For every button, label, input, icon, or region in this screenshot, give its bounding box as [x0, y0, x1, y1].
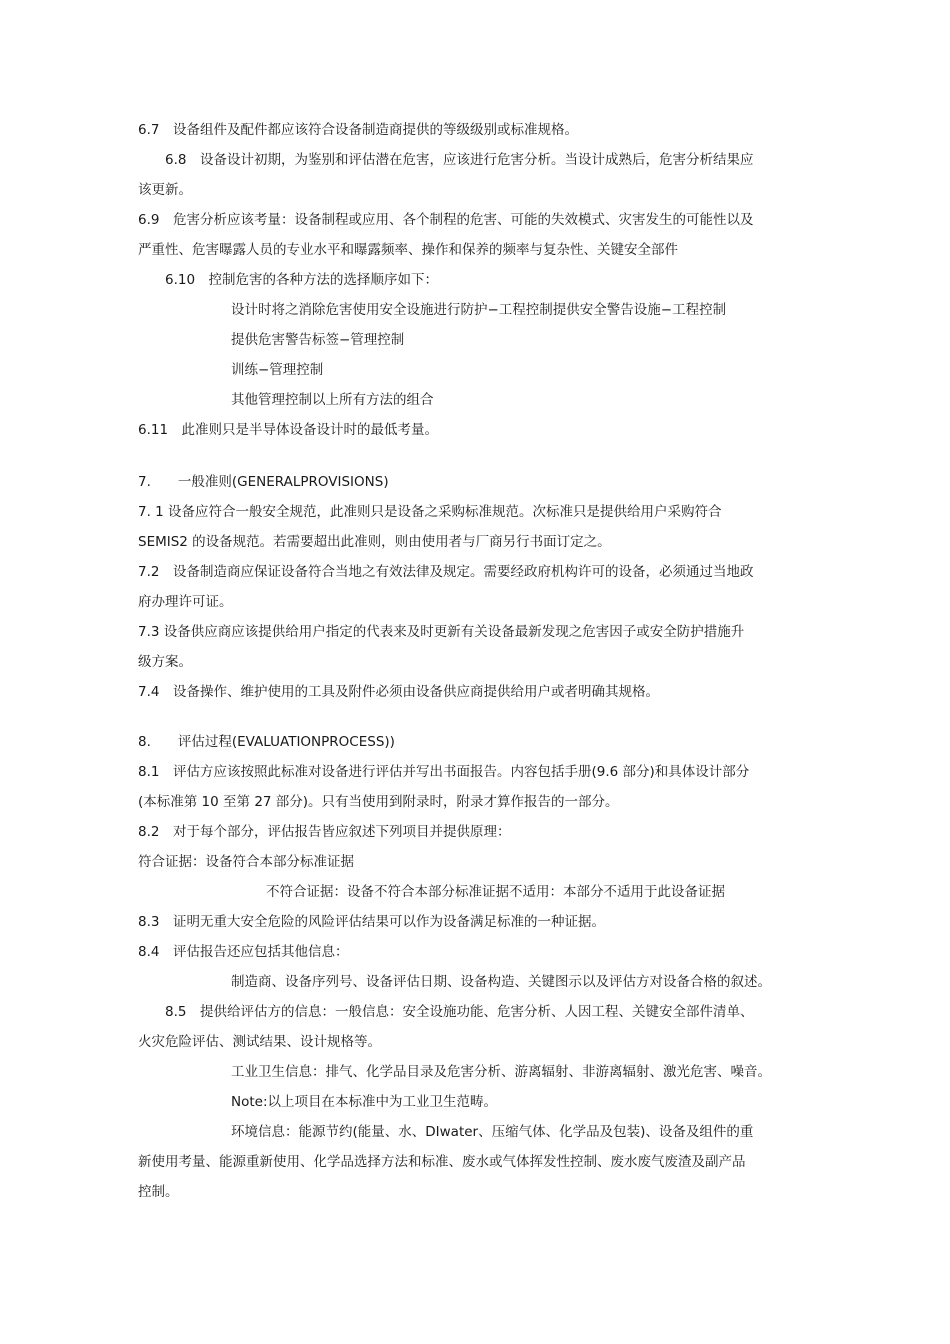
- method-item-1: 设计时将之消除危害使用安全设施进行防护−工程控制提供安全警告设施−工程控制: [231, 302, 727, 318]
- clause-6-8-cont: 该更新。: [138, 182, 192, 198]
- section-7-heading: 7. 一般准则(GENERALPROVISIONS): [138, 474, 389, 490]
- clause-8-5-cont: 火灾危险评估、测试结果、设计规格等。: [138, 1034, 381, 1050]
- clause-8-2: 8.2 对于每个部分，评估报告皆应叙述下列项目并提供原理：: [138, 824, 511, 840]
- clause-7-4: 7.4 设备操作、维护使用的工具及附件必须由设备供应商提供给用户或者明确其规格。: [138, 684, 659, 700]
- clause-6-9-cont: 严重性、危害曝露人员的专业水平和曝露频率、操作和保养的频率与复杂性、关键安全部件: [138, 242, 678, 258]
- clause-6-10: 6.10 控制危害的各种方法的选择顺序如下：: [165, 272, 439, 288]
- clause-7-2: 7.2 设备制造商应保证设备符合当地之有效法律及规定。需要经政府机构许可的设备，必须通过当地政: [138, 564, 754, 580]
- clause-8-1-cont: (本标准第 10 至第 27 部分)。只有当使用到附录时，附录才算作报告的一部分。: [138, 794, 619, 810]
- clause-8-5: 8.5 提供给评估方的信息：一般信息：安全设施功能、危害分析、人因工程、关键安全部件清单、: [165, 1004, 754, 1020]
- method-item-4: 其他管理控制以上所有方法的组合: [231, 392, 434, 408]
- document-page: [138, 115, 828, 1207]
- section-8-heading: 8. 评估过程(EVALUATIONPROCESS)): [138, 734, 395, 750]
- clause-6-9: 6.9 危害分析应该考量：设备制程或应用、各个制程的危害、可能的失效模式、灾害发生的可能性以及: [138, 212, 754, 228]
- clause-7-3-cont: 级方案。: [138, 654, 192, 670]
- method-item-3: 训练−管理控制: [231, 362, 324, 378]
- clause-7-2-cont: 府办理许可证。: [138, 594, 233, 610]
- clause-7-3: 7.3 设备供应商应该提供给用户指定的代表来及时更新有关设备最新发现之危害因子或安全防护措施升: [138, 624, 745, 640]
- industrial-hygiene-info: 工业卫生信息：排气、化学品目录及危害分析、游离辐射、非游离辐射、激光危害、噪音。: [231, 1064, 771, 1080]
- industrial-hygiene-note: Note:以上项目在本标准中为工业卫生范畴。: [231, 1094, 498, 1110]
- clause-6-11: 6.11 此准则只是半导体设备设计时的最低考量。: [138, 422, 439, 438]
- method-item-2: 提供危害警告标签−管理控制: [231, 332, 405, 348]
- clause-8-1: 8.1 评估方应该按照此标准对设备进行评估并写出书面报告。内容包括手册(9.6 部分)和具体设计部分: [138, 764, 750, 780]
- clause-7-1: 7. 1 设备应符合一般安全规范，此准则只是设备之采购标准规范。次标准只是提供给用户采购符合: [138, 504, 722, 520]
- environmental-info-cont: 新使用考量、能源重新使用、化学品选择方法和标准、废水或气体挥发性控制、废水废气废渣及副产品: [138, 1154, 746, 1170]
- clause-6-8: 6.8 设备设计初期，为鉴别和评估潜在危害，应该进行危害分析。当设计成熟后，危害分析结果应: [165, 152, 754, 168]
- clause-8-3: 8.3 证明无重大安全危险的风险评估结果可以作为设备满足标准的一种证据。: [138, 914, 605, 930]
- evidence-compliant: 符合证据：设备符合本部分标准证据: [138, 854, 354, 870]
- evidence-noncompliant: 不符合证据：设备不符合本部分标准证据不适用：本部分不适用于此设备证据: [266, 884, 725, 900]
- clause-7-1-cont: SEMIS2 的设备规范。若需要超出此准则，则由使用者与厂商另行书面订定之。: [138, 534, 611, 550]
- environmental-info: 环境信息：能源节约(能量、水、DIwater、压缩气体、化学品及包装)、设备及组件的重: [231, 1124, 754, 1140]
- environmental-info-end: 控制。: [138, 1184, 179, 1200]
- clause-6-7: 6.7 设备组件及配件都应该符合设备制造商提供的等级级别或标准规格。: [138, 122, 578, 138]
- clause-8-4: 8.4 评估报告还应包括其他信息：: [138, 944, 349, 960]
- report-info-list: 制造商、设备序列号、设备评估日期、设备构造、关键图示以及评估方对设备合格的叙述。: [231, 974, 771, 990]
